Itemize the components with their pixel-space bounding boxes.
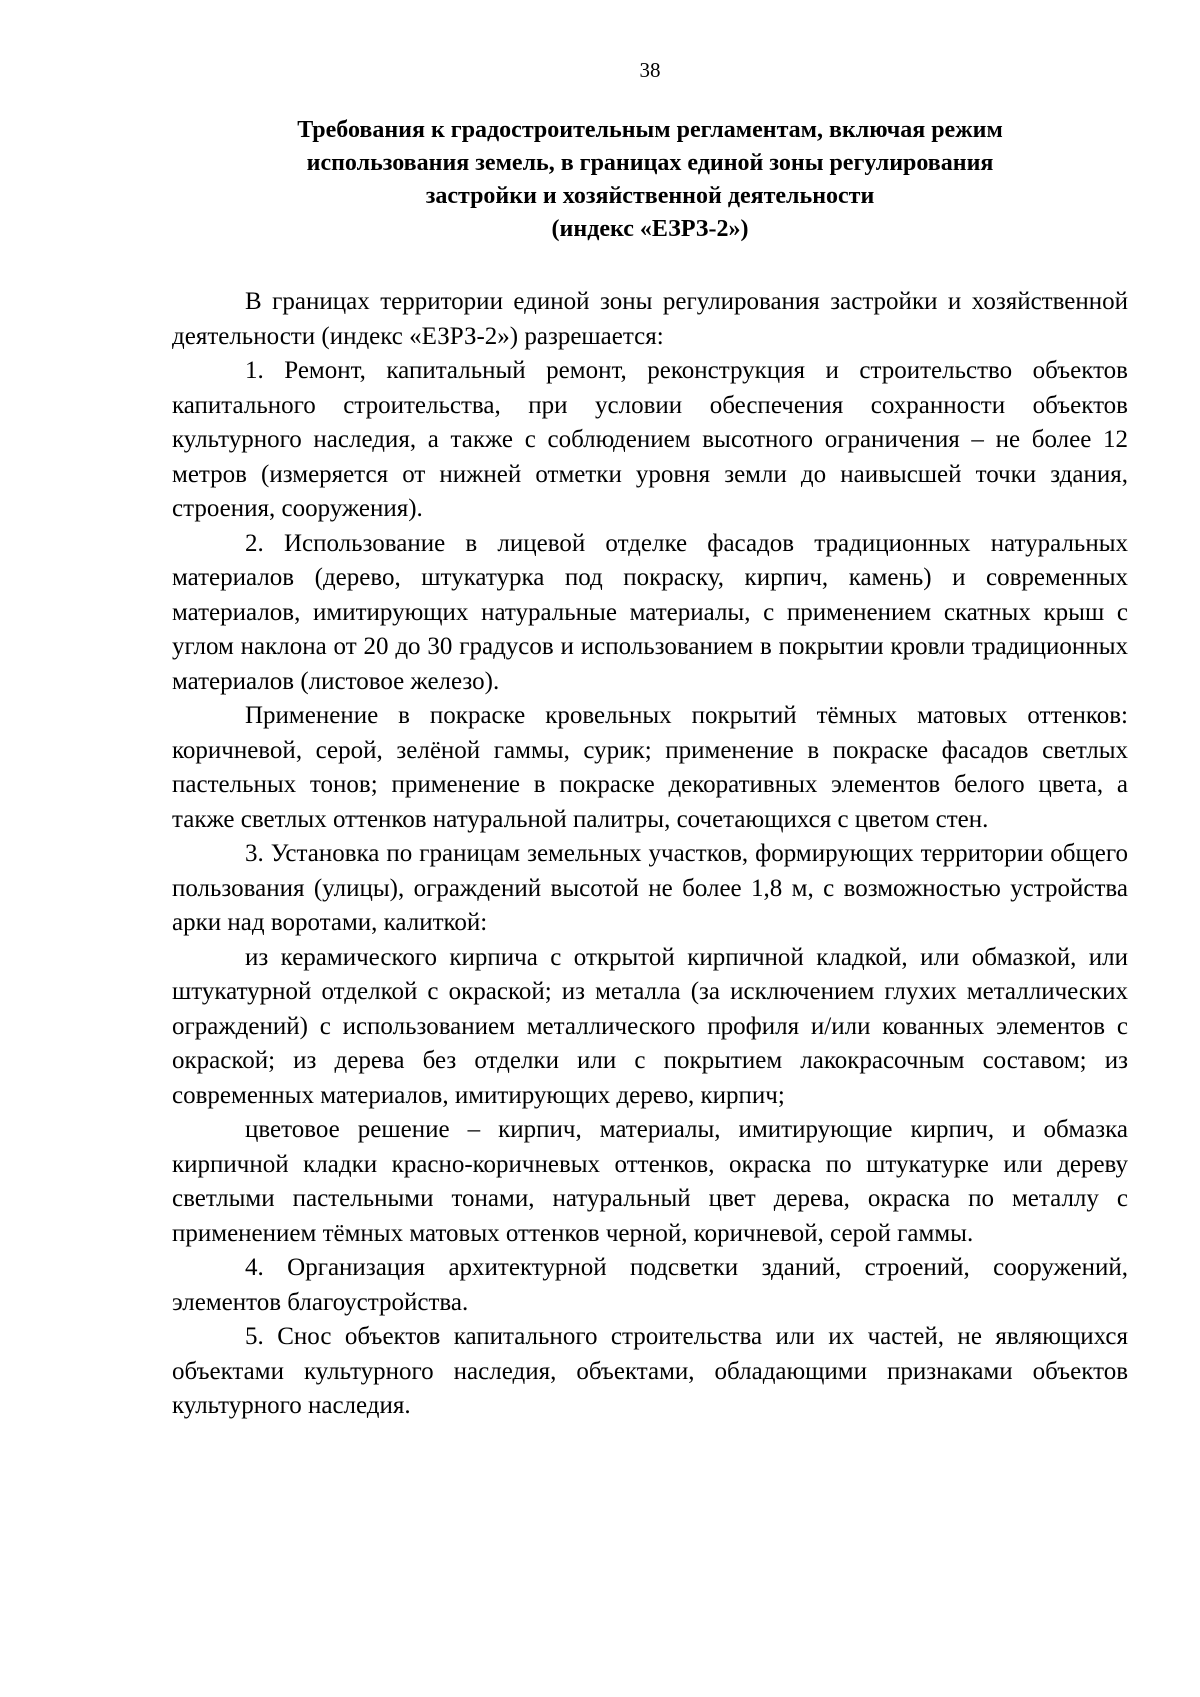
heading-line-1: Требования к градостроительным регламентам, включая режим: [297, 117, 1003, 143]
heading-line-2: использования земель, в границах единой зоны регулирования: [306, 150, 994, 176]
heading-index: (индекс «ЕЗРЗ-2»): [551, 216, 749, 242]
item-3-materials-paragraph: из керамического кирпича с открытой кирпичной кладкой, или обмазкой, или штукатурной отделкой с окраской; из металла (за исключением глухих металлических ограждений) с использованием металлического профиля и/или кованных элементов с окраской; из дерева без отделки или с покрытием лакокрасочным составом; из современных материалов, имитирующих дерево, кирпич;: [172, 943, 1128, 1109]
item-3-paragraph: 3. Установка по границам земельных участков, формирующих территории общего пользования (улицы), ограждений высотой не более 1,8 м, с возможностью устройства арки над воротами, калиткой:: [172, 840, 1128, 936]
item-4-paragraph: 4. Организация архитектурной подсветки зданий, строений, сооружений, элементов благоустройства.: [172, 1254, 1128, 1316]
item-3-colors-paragraph: цветовое решение – кирпич, материалы, имитирующие кирпич, и обмазка кирпичной кладки красно-коричневых оттенков, окраска по штукатурке или дереву светлыми пастельными тонами, натуральный цвет дерева, окраска по металлу с применением тёмных матовых оттенков черной, коричневой, серой гаммы.: [172, 1116, 1128, 1247]
item-1-paragraph: 1. Ремонт, капитальный ремонт, реконструкция и строительство объектов капитального строительства, при условии обеспечения сохранности объектов культурного наследия, а также с соблюдением высотного ограничения – не более 12 метров (измеряется от нижней отметки уровня земли до наивысшей точки здания, строения, сооружения).: [172, 357, 1128, 522]
section-heading: [172, 114, 1128, 246]
body-text: [172, 285, 1128, 1424]
item-2-colors-paragraph: Применение в покраске кровельных покрытий тёмных матовых оттенков: коричневой, серой, зелёной гаммы, сурик; применение в покраске фасадов светлых пастельных тонов; применение в покраске декоративных элементов белого цвета, а также светлых оттенков натуральной палитры, сочетающихся с цветом стен.: [172, 702, 1128, 833]
page-number: 38: [639, 58, 661, 82]
item-2-paragraph: 2. Использование в лицевой отделке фасадов традиционных натуральных материалов (дерево, штукатурка под покраску, кирпич, камень) и современных материалов, имитирующих натуральные материалы, с применением скатных крыш с углом наклона от 20 до 30 градусов и использованием в покрытии кровли традиционных материалов (листовое железо).: [172, 529, 1128, 695]
intro-paragraph: В границах территории единой зоны регулирования застройки и хозяйственной деятельности (индекс «ЕЗРЗ-2») разрешается:: [172, 288, 1128, 350]
item-5-paragraph: 5. Снос объектов капитального строительства или их частей, не являющихся объектами культурного наследия, объектами, обладающими признаками объектов культурного наследия.: [172, 1323, 1128, 1419]
heading-line-3: застройки и хозяйственной деятельности: [425, 183, 875, 209]
